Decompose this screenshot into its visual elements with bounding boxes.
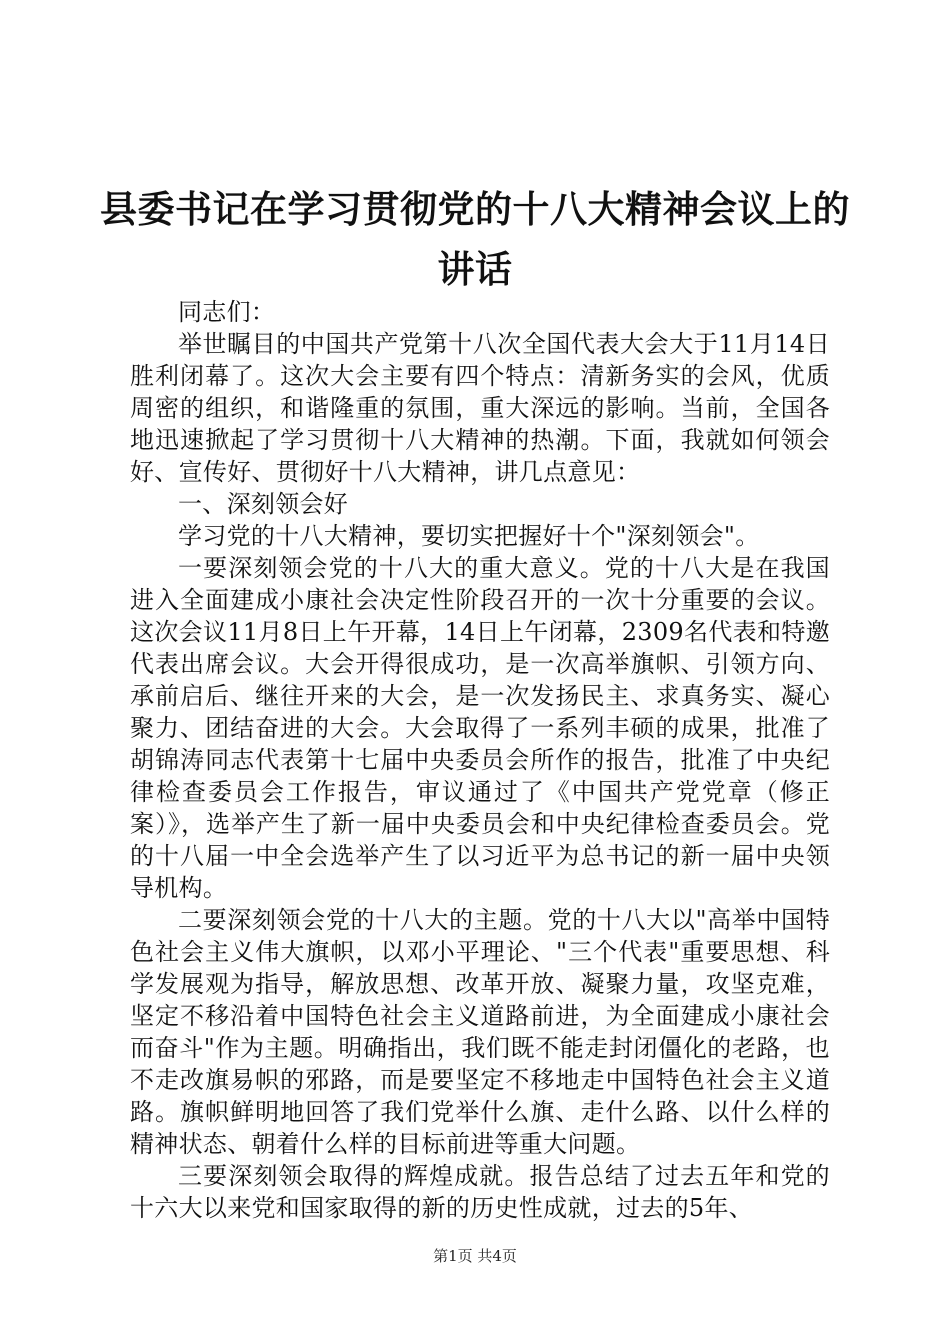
section-heading: 一、深刻领会好 [178, 490, 349, 518]
paragraph: 三要深刻领会取得的辉煌成就。报告总结了过去五年和党的十六大以来党和国家取得的新的历史性成就，过去的5年、 [130, 1162, 830, 1222]
paragraph: 二要深刻领会党的十八大的主题。党的十八大以"高举中国特色社会主义伟大旗帜，以邓小平理论、"三个代表"重要思想、科学发展观为指导，解放思想、改革开放、凝聚力量，攻坚克难，坚定不移沿着中国特色社会主义道路前进，为全面建成小康社会而奋斗"作为主题。明确指出，我们既不能走封闭僵化的老路，也不走改旗易帜的邪路，而是要坚定不移地走中国特色社会主义道路。旗帜鲜明地回答了我们党举什么旗、走什么路、以什么样的精神状态、朝着什么样的目标前进等重大问题。 [130, 906, 830, 1158]
document-title-line-2: 讲话 [437, 248, 513, 291]
salutation: 同志们： [178, 298, 276, 326]
document-title-line-1: 县委书记在学习贯彻党的十八大精神会议上的 [100, 188, 850, 231]
page-footer: 第1页 共4页 [433, 1247, 517, 1265]
paragraph-intro: 举世瞩目的中国共产党第十八次全国代表大会大于11月14日胜利闭幕了。这次大会主要有四个特点：清新务实的会风，优质周密的组织，和谐隆重的氛围，重大深远的影响。当前，全国各地迅速掀起了学习贯彻十八大精神的热潮。下面，我就如何领会好、宣传好、贯彻好十八大精神，讲几点意见： [130, 330, 830, 486]
paragraph: 一要深刻领会党的十八大的重大意义。党的十八大是在我国进入全面建成小康社会决定性阶段召开的一次十分重要的会议。这次会议11月8日上午开幕，14日上午闭幕，2309名代表和特邀代表出席会议。大会开得很成功，是一次高举旗帜、引领方向、承前启后、继往开来的大会，是一次发扬民主、求真务实、凝心聚力、团结奋进的大会。大会取得了一系列丰硕的成果，批准了胡锦涛同志代表第十七届中央委员会所作的报告，批准了中央纪律检查委员会工作报告，审议通过了《中国共产党党章（修正案）》，选举产生了新一届中央委员会和中央纪律检查委员会。党的十八届一中全会选举产生了以习近平为总书记的新一届中央领导机构。 [130, 554, 830, 902]
paragraph: 学习党的十八大精神，要切实把握好十个"深刻领会"。 [178, 522, 760, 550]
document-body [130, 296, 830, 1224]
